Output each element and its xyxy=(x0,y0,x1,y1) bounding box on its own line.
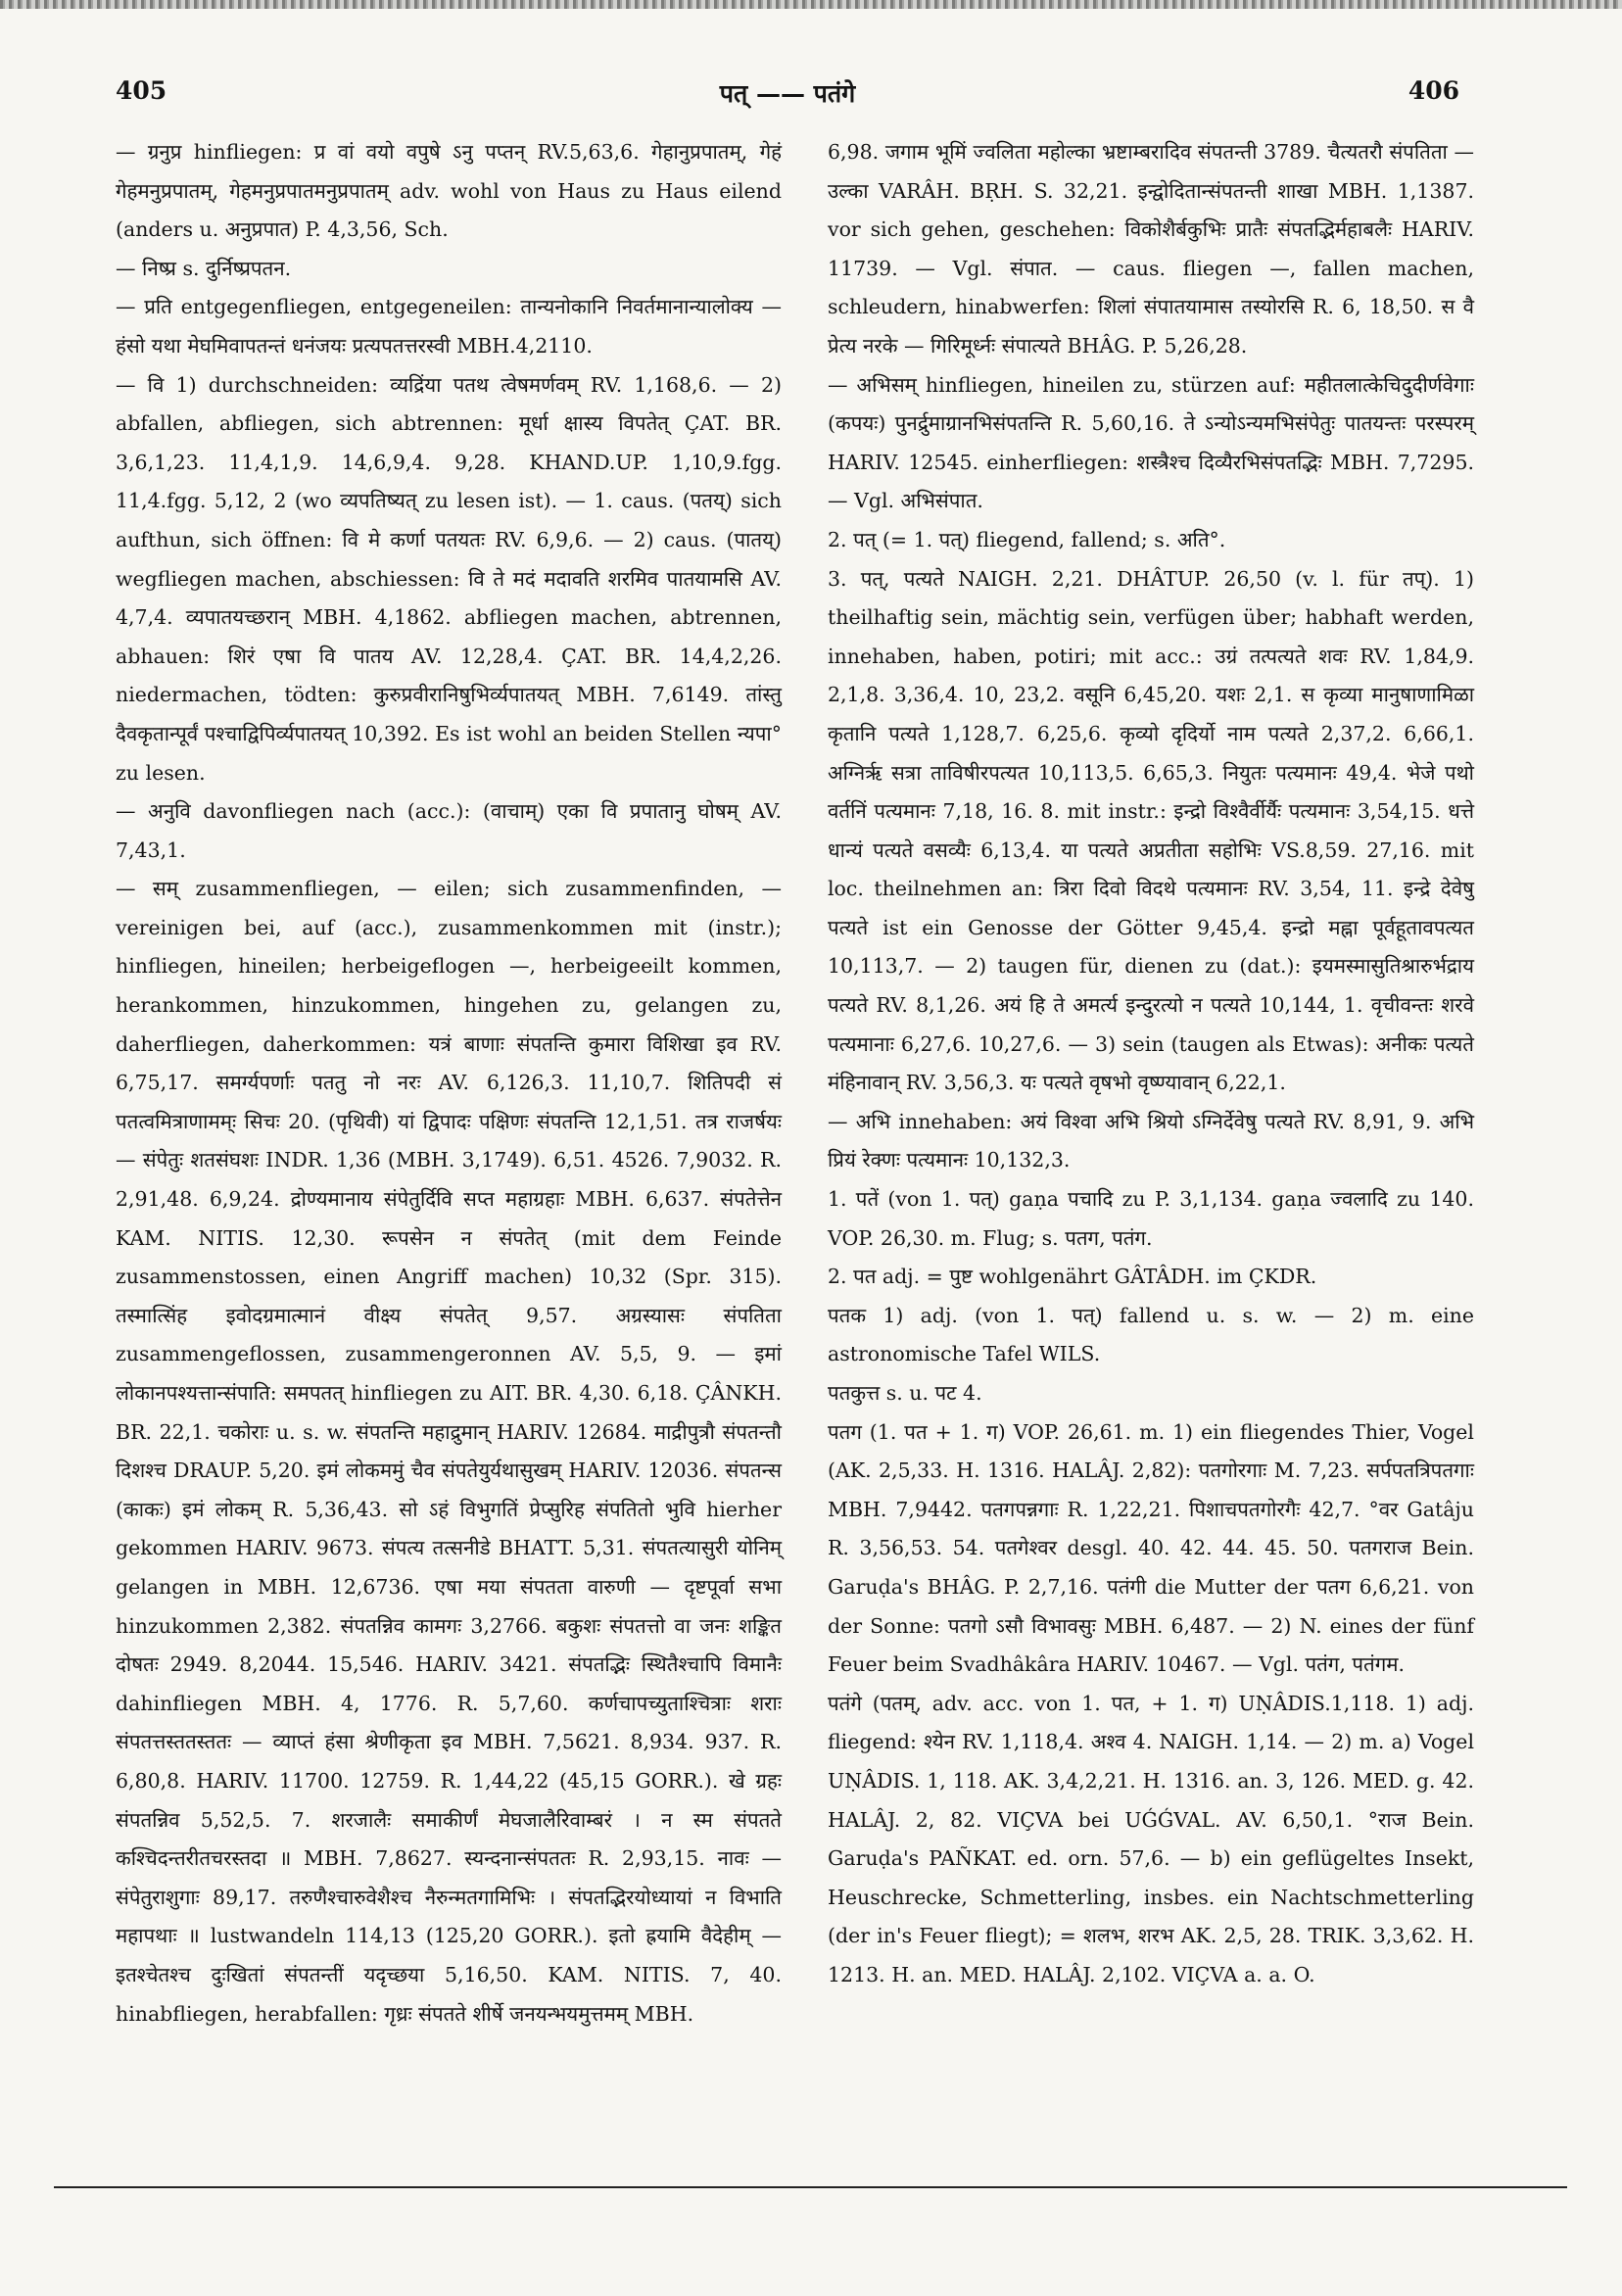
entry-anuvi: — अनुवि davonfliegen nach (acc.): (वाचाम्) एका वि प्रपातानु घोषम् AV. 7,43,1. xyxy=(116,799,782,862)
entry-vi: — वि 1) durchschneiden: व्यद्रिंया पतथ त्वेषमर्णवम् RV. 1,168,6. — 2) abfallen, abfliegen, sich abtrennen: मूर्धा क्षास्य विपतेत् ÇAT. BR. 3,6,1,23. 11,4,1,9. 14,6,9,4. 9,28. KHAND.UP. 1,10,9.fgg. 11,4.fgg. 5,12, 2 (wo व्यपतिष्यत् zu lesen ist). — 1. caus. (पतय्) sich aufthun, sich öffnen: वि मे कर्णा पतयतः RV. 6,9,6. — 2) caus. (पातय्) wegfliegen machen, abschiessen: वि ते मदं मदावति शरमिव पातयामसि AV. 4,7,4. व्यपातयच्छरान् MBH. 4,1862. abfliegen machen, abtrennen, abhauen: शिरं एषा वि पातय AV. 12,28,4. ÇAT. BR. 14,4,2,26. niedermachen, tödten: कुरुप्रवीरानिषुभिर्व्यपातयत् MBH. 7,6149. तांस्तु दैवकृतान्पूर्वं पश्चाद्विपिर्व्यपातयत् 10,392. Es ist wohl an beiden Stellen न्यपा° zu lesen. xyxy=(116,372,782,785)
entry-sam-continued: 6,98. जगाम भूमिं ज्वलिता महोल्का भ्रष्टाम्बरादिव संपतन्ती 3789. चैत्यतरौ संपतिता — उल्का VARÂH. BṚH. S. 32,21. इन्द्वोदितान्संपतन्ती शाखा MBH. 1,1387. vor sich gehen, geschehen: विकोशैर्बकुभिः प्रातैः संपतद्भिर्महाबलैः HARIV. 11739. — Vgl. संपात. — caus. fliegen —, fallen machen, schleudern, hinabwerfen: शिलां संपातयामास तस्योरसि R. 6, 18,50. स वै प्रेत्य नरके — गिरिमूर्ध्नः संपात्यते BHÂG. P. 5,26,28. xyxy=(828,140,1474,358)
entry-sam: — सम् zusammenfliegen, — eilen; sich zusammenfinden, — vereinigen bei, auf (acc.), zusammenkommen mit (instr.); hinfliegen, hineilen; herbeigeflogen —, herbeigeeilt kommen, herankommen, hinzukommen, hingehen zu, gelangen zu, daherfliegen, daherkommen: यत्रं बाणाः संपतन्ति कुमारा विशिखा इव RV. 6,75,17. समर्ग्यपर्णाः पततु नो नरः AV. 6,126,3. 11,10,7. शितिपदी सं पतत्वमित्राणामम्ः सिचः 20. (पृथिवी) यां द्विपादः पक्षिणः संपतन्ति 12,1,51. तत्र राजर्षयः — संपेतुः शतसंघशः INDR. 1,36 (MBH. 3,1749). 6,51. 4526. 7,9032. R. 2,91,48. 6,9,24. द्रोण्यमानाय संपेतुर्दिवि सप्त महाग्रहाः MBH. 6,637. संपतेत्तेन KAM. NITIS. 12,30. रूपसेन न संपतेत् (mit dem Feinde zusammenstossen, einen Angriff machen) 10,32 (Spr. 315). तस्मात्सिंह इवोदग्रमात्मानं वीक्ष्य संपतेत् 9,57. अग्रस्यासः संपतिता zusammengeflossen, zusammengeronnen AV. 5,5, 9. — इमां लोकानपश्यत्तान्संपाति: समपतत् hinfliegen zu AIT. BR. 4,30. 6,18. ÇÂNKH. BR. 22,1. चकोराः u. s. w. संपतन्ति महाद्रुमान् HARIV. 12684. माद्रीपुत्रौ संपतन्तौ दिशश्च DRAUP. 5,20. इमं लोकममुं चैव संपतेयुर्यथासुखम् HARIV. 12036. संपतन्स (काकः) इमं लोकम् R. 5,36,43. सो ऽहं विभुगतिं प्रेप्सुरिह संपतितो भुवि hierher gekommen HARIV. 9673. संपत्य तत्सनीडे BHATT. 5,31. संपतत्यासुरी योनिम् gelangen in MBH. 12,6736. एषा मया संपतता वारुणी — दृष्टपूर्वा सभा hinzukommen 2,382. संपतन्निव कामगः 3,2766. बकुशः संपतत्तो वा जनः शङ्कित दोषतः 2949. 8,2044. 15,546. HARIV. 3421. संपतद्भिः स्थितैश्चापि विमानैः dahinfliegen MBH. 4, 1776. R. 5,7,60. कर्णचापच्युताश्चित्राः शराः संपतत्तस्ततस्ततः — व्याप्तं हंसा श्रेणीकृता इव MBH. 7,5621. 8,934. 937. R. 6,80,8. HARIV. 11700. 12759. R. 1,44,22 (45,15 GORR.). खे ग्रहः संपतन्निव 5,52,5. 7. शरजालैः समाकीर्णं मेघजालैरिवाम्बरं । न स्म संपतते कश्चिदन्तरीतचरस्तदा ॥ MBH. 7,8627. स्यन्दनान्संपततः R. 2,93,15. नावः — संपेतुराशुगाः 89,17. तरुणैश्चारुवेशैश्च नैरुन्मतगामिभिः । संपतद्भिरयोध्यायां न विभाति महापथाः ॥ lustwandeln 114,13 (125,20 GORR.). इतो ह्रयामि वैदेहीम् — इतश्चेतश्च दुःखितां संपतन्तीं यदृच्छया 5,16,50. KAM. NITIS. 7, 40. hinabfliegen, herabfallen: गृध्रः संपतते शीर्षे जनयन्भयमुत्तमम् MBH. xyxy=(116,877,782,2026)
entry-patamga: पतंगे (पतम्, adv. acc. von 1. पत, + 1. ग) UṆÂDIS.1,118. 1) adj. fliegend: श्येन RV. 1,118,4. अश्व 4. NAIGH. 1,14. — 2) m. a) Vogel UṆÂDIS. 1, 118. AK. 3,4,2,21. H. 1316. an. 3, 126. MED. g. 42. HALÂJ. 2, 82. VIÇVA bei UǴǴVAL. AV. 6,50,1. °राज Bein. Garuḍa's PAÑKAT. ed. orn. 57,6. — b) ein geflügeltes Insekt, Heuschrecke, Schmetterling, insbes. ein Nachtschmetterling (der in's Feuer fliegt); = शलभ, शरभ AK. 2,5, 28. TRIK. 3,3,62. H. 1213. H. an. MED. HALÂJ. 2,102. VIÇVA a. a. O. xyxy=(828,1691,1474,1986)
entry-abhi: — अभि innehaben: अयं विश्वा अभि श्रियो ऽग्निर्देवेषु पत्यते RV. 8,91, 9. अभि प्रियं रेक्णः पत्यमानः 10,132,3. xyxy=(828,1109,1474,1172)
left-column xyxy=(116,133,782,2033)
entry-pata-2: 2. पत adj. = पुष्ट wohlgenährt GÂTÂDH. im ÇKDR. xyxy=(828,1265,1317,1289)
entry-pat-3: 3. पत्, पत्यते NAIGH. 2,21. DHÂTUP. 26,50 (v. l. für तप्). 1) theilhaftig sein, mächtig sein, verfügen über; habhaft werden, innehaben, haben, potiri; mit acc.: उग्रं तत्पत्यते शवः RV. 1,84,9. 2,1,8. 3,36,4. 10, 23,2. वसूनि 6,45,20. यशः 2,1. स कृव्या मानुषाणामिळा कृतानि पत्यते 1,128,7. 6,25,6. कृव्यो दृदिर्यो नाम पत्यते 2,37,2. 6,66,1. अग्निर्ऋ सत्रा ताविषीरपत्यत 10,113,5. 6,65,3. नियुतः पत्यमानः 49,4. भेजे पथो वर्तनिं पत्यमानः 7,18, 16. 8. mit instr.: इन्द्रो विश्वैर्वीर्यैः पत्यमानः 3,54,15. धत्ते धान्यं पत्यते वसव्यैः 6,13,4. या पत्यते अप्रतीता सहोभिः VS.8,59. 27,16. mit loc. theilnehmen an: त्रिरा दिवो विदथे पत्यमानः RV. 3,54, 11. इन्द्रे देवेषु पत्यते ist ein Genosse der Götter 9,45,4. इन्द्रो मह्ना पूर्वहूतावपत्यत 10,113,7. — 2) taugen für, dienen zu (dat.): इयमस्मासुतिश्रारुर्भद्राय पत्यते RV. 8,1,26. अयं हि ते अमर्त्य इन्दुरत्यो न पत्यते 10,144, 1. वृचीवन्तः शरवे पत्यमानाः 6,27,6. 10,27,6. — 3) sein (taugen als Etwas): अनीकः पत्यते मंहिनावान् RV. 3,56,3. यः पत्यते वृषभो वृष्ण्यावान् 6,22,1. xyxy=(828,566,1474,1095)
entry-pataka: पतक 1) adj. (von 1. पत्) fallend u. s. w. — 2) m. eine astronomische Tafel WILS. xyxy=(828,1303,1474,1366)
right-page-number: 406 xyxy=(1407,76,1459,105)
entry-prati: — प्रति entgegenfliegen, entgegeneilen: तान्यनोकानि निवर्तमानान्यालोक्य — हंसो यथा मेघमिवापतन्तं धनंजयः प्रत्यपतत्तरस्वी MBH.4,2110. xyxy=(116,295,782,358)
bottom-rule xyxy=(54,2186,1567,2188)
entry-abhisam: — अभिसम् hinfliegen, hineilen zu, stürzen auf: महीतलात्केचिदुदीर्णवेगाः (कपयः) पुनर्द्रुमाग्रानभिसंपतन्ति R. 5,60,16. ते ऽन्योऽन्यमभिसंपेतुः पातयन्तः परस्परम् HARIV. 12545. einherfliegen: शस्त्रैश्च दिव्यैरभिसंपतद्भिः MBH. 7,7295. — Vgl. अभिसंपात. xyxy=(828,372,1474,513)
entry-nishpra: — निष्प्र s. दुर्निष्प्रपतन. xyxy=(116,256,292,280)
entry-pata-1: 1. पतें (von 1. पत्) gaṇa पचादि zu P. 3,1,134. gaṇa ज्वलादि zu 140. VOP. 26,30. m. Flug; s. पतग, पतंग. xyxy=(828,1187,1474,1250)
right-column xyxy=(828,133,1474,1995)
left-page-number: 405 xyxy=(116,76,167,105)
entry-pat-2: 2. पत् (= 1. पत्) fliegend, fallend; s. अति°. xyxy=(828,527,1226,551)
entry-anupra: — ग्रनुप्र hinfliegen: प्र वां वयो वपुषे ऽनु पप्तन् RV.5,63,6. गेहानुप्रपातम्, गेहं गेहमनुप्रपातम्, गेहमनुप्रपातमनुप्रपातम् adv. wohl von Haus zu Haus eilend (anders u. अनुप्रपात) P. 4,3,56, Sch. xyxy=(116,140,782,242)
scan-edge-artifact xyxy=(0,0,1622,9)
page-header xyxy=(116,76,1459,110)
running-head: पत् —— पतंगे xyxy=(719,79,856,108)
entry-pataga: पतग (1. पत + 1. ग) VOP. 26,61. m. 1) ein fliegendes Thier, Vogel (AK. 2,5,33. H. 1316. HALÂJ. 2,82): पतगोरगाः M. 7,23. सर्पपतत्रिपतगाः MBH. 7,9442. पतगपन्नगाः R. 1,22,21. पिशाचपतगोरगैः 42,7. °वर Gatâju R. 3,56,53. 54. पतगेश्वर desgl. 40. 42. 44. 45. 50. पतगराज Bein. Garuḍa's BHÂG. P. 2,7,16. पतंगी die Mutter der पतग 6,6,21. von der Sonne: पतगो ऽसौ विभावसुः MBH. 6,487. — 2) N. eines der fünf Feuer beim Svadhâkâra HARIV. 10467. — Vgl. पतंग, पतंगम. xyxy=(828,1419,1474,1677)
entry-patakutta: पतकुत्त s. u. पट 4. xyxy=(828,1381,982,1405)
